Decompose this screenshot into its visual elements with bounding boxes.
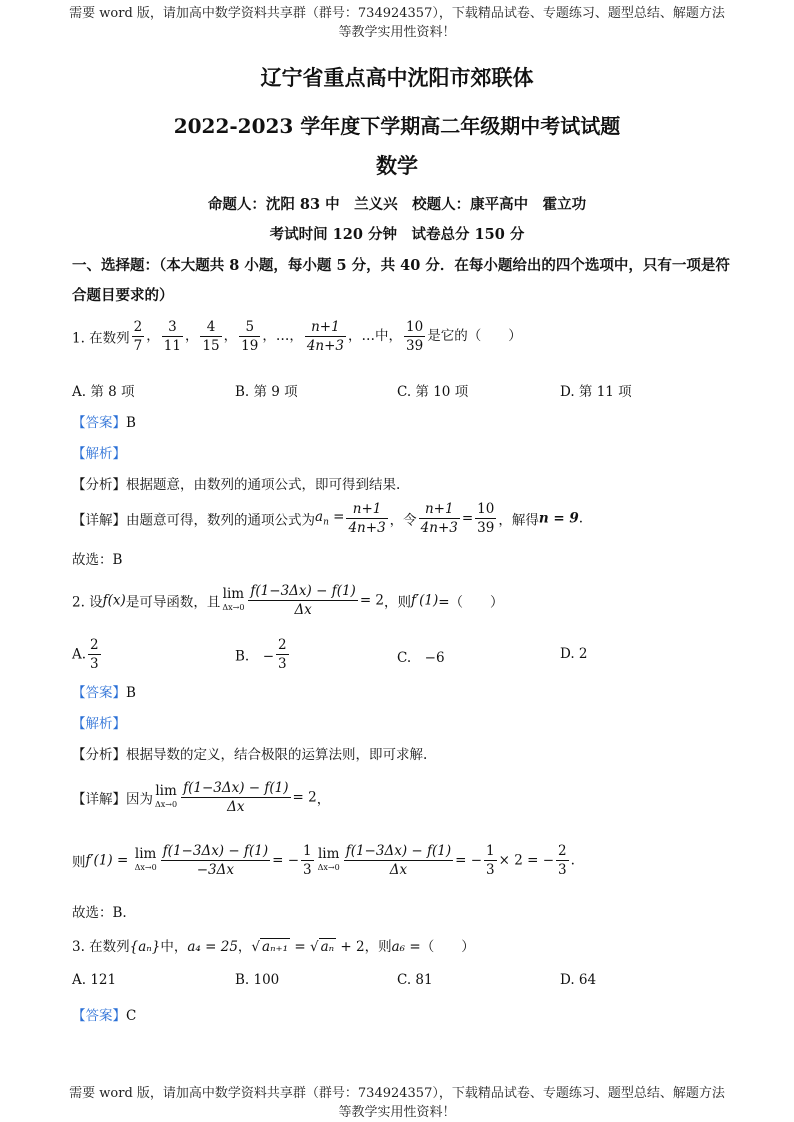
- q2-option-c: C. −6: [397, 650, 445, 666]
- q3-option-d: D. 64: [560, 972, 597, 988]
- q1-ellipsis: ，…，: [262, 328, 303, 344]
- q2-limit-fraction: $\frac{f(1-3\Delta x) - f(1)}{\Delta x}$: [250, 583, 356, 618]
- q1-suffix: 是它的（ ）: [427, 328, 522, 344]
- q2-derivation: 则f′(1) = lim Δx→0 $\frac{f(1-3\Delta x) - f(1)}{-3\Delta x}$ = − $\frac{1}{3}$ lim Δx→0 $\frac{f(1-3\Delta x) - f(1)}{\Delta x}$ = − $\frac{1}{3}$ × 2 = − $\frac{2}{3}$ .: [72, 843, 575, 878]
- q2-answer: 【答案】B: [72, 685, 136, 701]
- question-2: 2. 设f(x)是可导函数，且lim Δx→0 $\frac{f(1-3\Delta x) - f(1)}{\Delta x}$ = 2，则f′(1)=（ ）: [72, 583, 504, 618]
- banner-line-1-bottom: 需要 word 版，请加高中数学资料共享群（群号：734924357），下载精品试卷、专题练习、题型总结、解题方法: [69, 1086, 725, 1101]
- bottom-banner: [40, 1084, 754, 1122]
- q1-detail-eq-right: $\frac{10}{39}$: [477, 501, 495, 536]
- q3-option-c: C. 81: [397, 972, 433, 988]
- q1-analysis: 【解析】: [72, 446, 126, 462]
- q1-option-c: C. 第 10 项: [397, 384, 469, 400]
- q1-option-d: D. 第 11 项: [560, 384, 632, 400]
- q2-option-d: D. 2: [560, 646, 588, 662]
- q3-option-a: A. 121: [72, 972, 117, 988]
- q1-detail-eq-left: $\frac{n+1}{4n+3}$: [420, 501, 458, 536]
- top-banner: [40, 4, 754, 42]
- q1-detail-general: $\frac{n+1}{4n+3}$: [348, 501, 386, 536]
- q3-answer: 【答案】C: [72, 1008, 137, 1024]
- section-heading: 一、选择题：（本大题共 8 小题，每小题 5 分，共 40 分．在每小题给出的四个选项中，只有一项是符合题目要求的）: [72, 257, 730, 304]
- q2-analysis: 【解析】: [72, 716, 126, 732]
- banner-line-2: 等教学实用性资料！: [338, 25, 456, 40]
- q2-detail: 【详解】因为lim Δx→0 $\frac{f(1-3\Delta x) - f(1)}{\Delta x}$ = 2，: [72, 780, 331, 815]
- q1-detail: 【详解】由题意可得，数列的通项公式为$a_n$ = $\frac{n+1}{4n+3}$ ，令 $\frac{n+1}{4n+3}$ = $\frac{10}{39}$ ，解得n = 9.: [72, 501, 584, 536]
- question-1: 1. 在数列 $\frac{2}{7}$ ， $\frac{3}{11}$ ， $\frac{4}{15}$ ， $\frac{5}{19}$ ，…， $\frac{n+1}{4n+3}$ ，…中， $\frac{10}{39}$ 是它的（ ）: [72, 319, 522, 354]
- q1-answer: 【答案】B: [72, 415, 136, 431]
- q2-limit: lim Δx→0: [222, 585, 245, 612]
- question-3: 3. 在数列{aₙ}中，a₄ = 25，√ aₙ₊₁ = √ aₙ + 2，则a₆ =（ ）: [72, 939, 475, 955]
- q3-option-b: B. 100: [235, 972, 280, 988]
- q1-term-4: $\frac{5}{19}$: [241, 319, 259, 354]
- banner-line-1: 需要 word 版，请加高中数学资料共享群（群号：734924357），下载精品试卷、专题练习、题型总结、解题方法: [69, 6, 725, 21]
- banner-line-2-bottom: 等教学实用性资料！: [338, 1105, 456, 1120]
- q2-fenxi: 【分析】根据导数的定义，结合极限的运算法则，即可求解.: [72, 747, 428, 763]
- q1-conclusion: 故选：B: [72, 552, 123, 568]
- q1-prefix: 1. 在数列: [72, 330, 130, 347]
- exam-info: 考试时间 120 分钟 试卷总分 150 分: [269, 226, 525, 243]
- q2-conclusion: 故选：B.: [72, 905, 127, 921]
- q1-option-a: A. 第 8 项: [72, 384, 135, 400]
- q1-fenxi: 【分析】根据题意，由数列的通项公式，即可得到结果.: [72, 477, 401, 493]
- q2-option-a: A. $\frac{2}{3}$: [72, 637, 99, 672]
- q1-term-2: $\frac{3}{11}$: [163, 319, 181, 354]
- exam-title-term: 2022-2023 学年度下学期高二年级期中考试试题: [173, 114, 621, 138]
- exam-title-school: 辽宁省重点高中沈阳市郊联体: [260, 65, 534, 90]
- q2-option-b: B. − $\frac{2}{3}$: [235, 637, 287, 672]
- q1-term-3: $\frac{4}{15}$: [202, 319, 220, 354]
- q1-option-b: B. 第 9 项: [235, 384, 298, 400]
- q1-target-term: $\frac{10}{39}$: [406, 319, 424, 354]
- q1-middle: ，…中，: [348, 328, 403, 344]
- q1-general-term: $\frac{n+1}{4n+3}$: [306, 319, 345, 354]
- exam-authors: 命题人：沈阳 83 中 兰义兴 校题人：康平高中 霍立功: [207, 196, 587, 213]
- exam-subject: 数学: [376, 153, 418, 178]
- q1-term-1: $\frac{2}{7}$: [133, 319, 143, 354]
